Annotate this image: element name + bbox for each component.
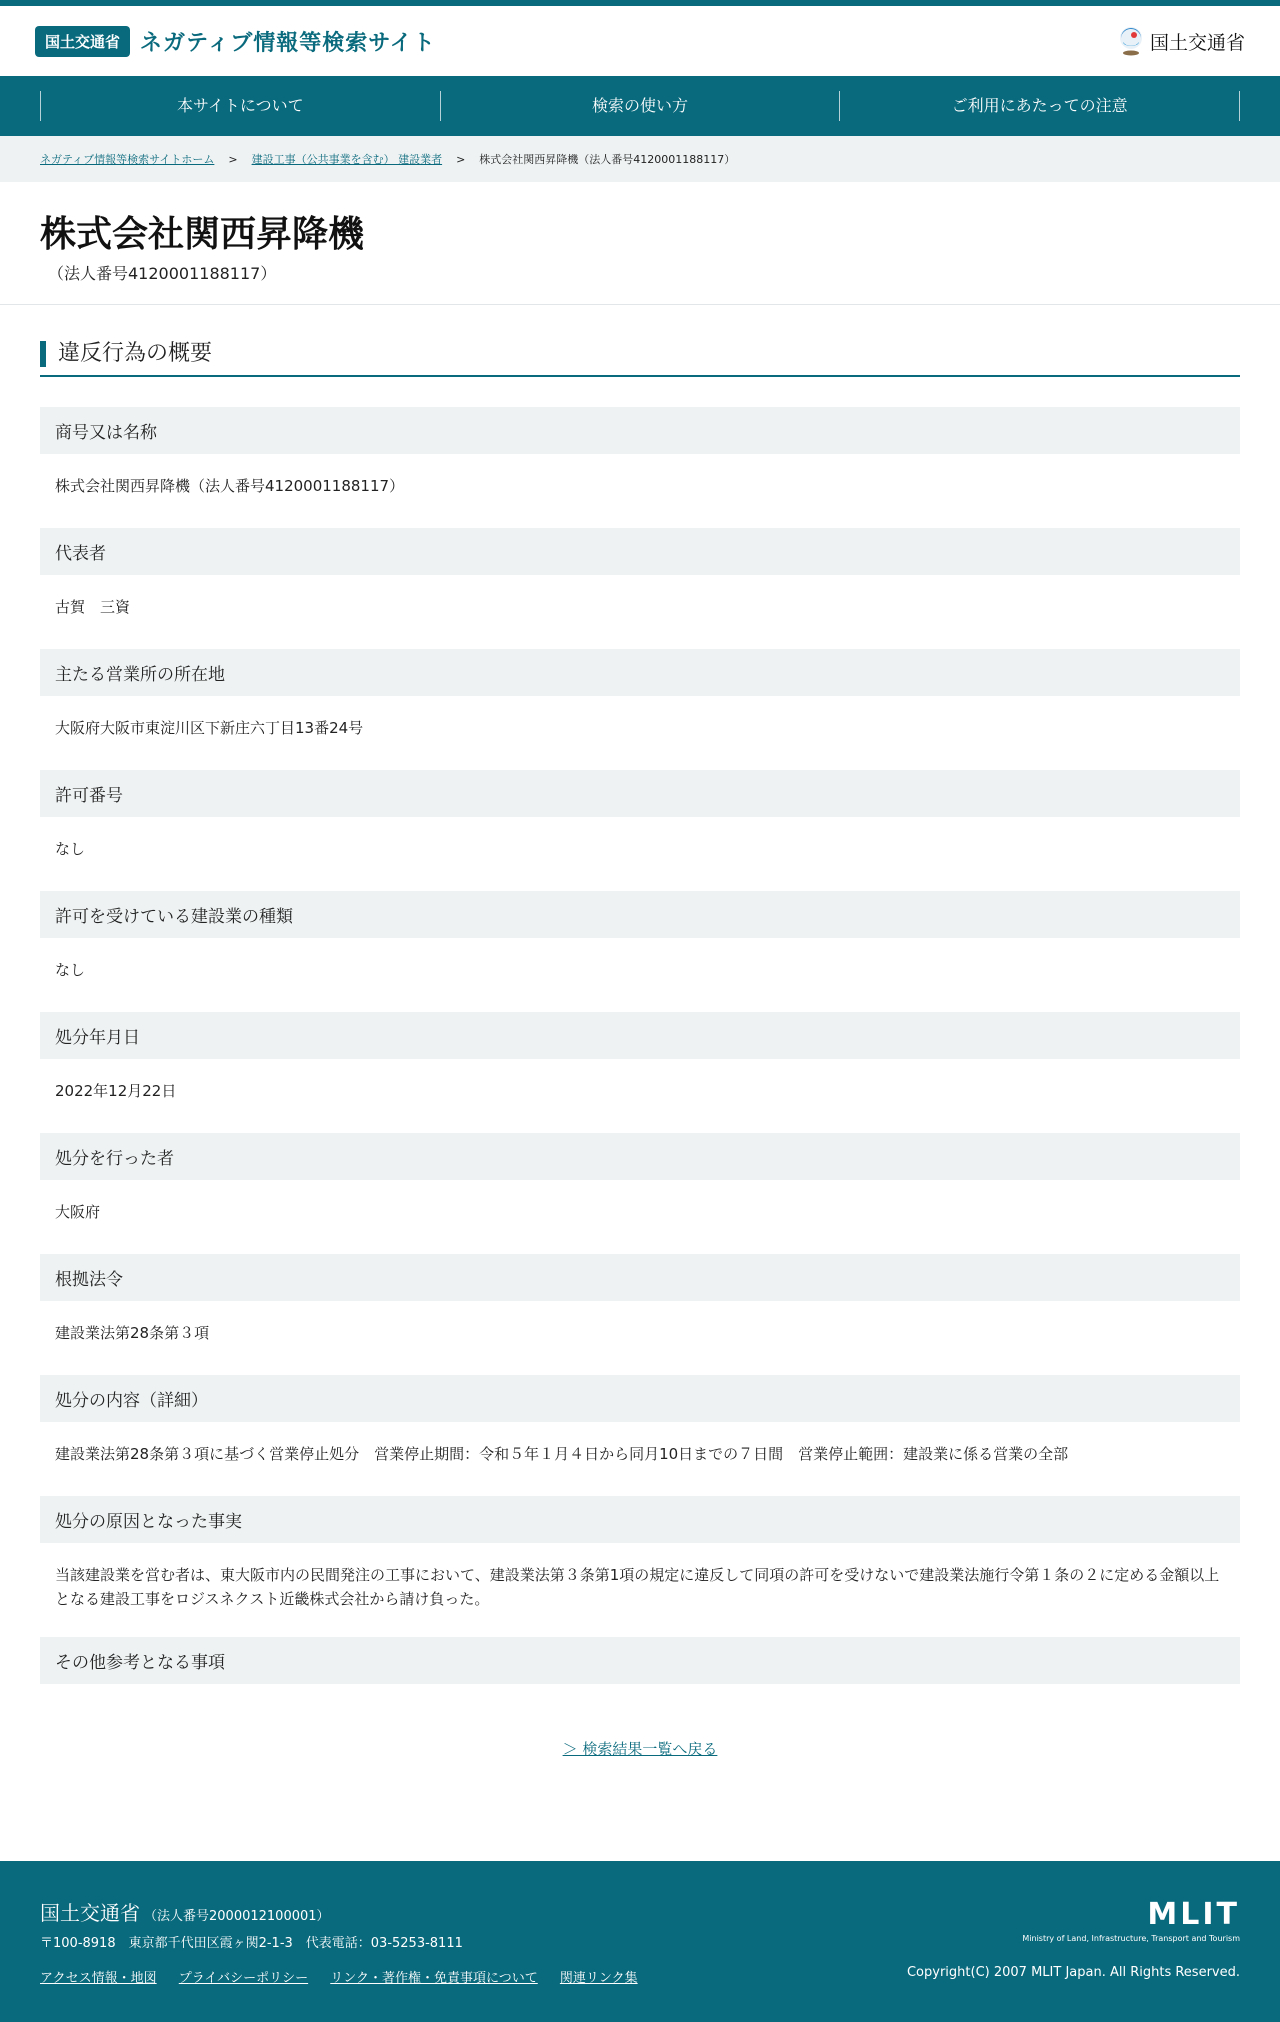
detail-label: 処分の内容（詳細） xyxy=(40,1375,1240,1422)
breadcrumb-category-link[interactable]: 建設工事（公共事業を含む） 建設業者 xyxy=(251,153,443,166)
page-title: 株式会社関西昇降機 xyxy=(40,214,365,255)
detail-item xyxy=(40,1375,1240,1496)
footer-address: 〒100-8918 東京都千代田区霞ヶ関2-1-3 代表電話：03-5253-8111 xyxy=(40,1936,463,1951)
breadcrumb-home-link[interactable]: ネガティブ情報等検索サイトホーム xyxy=(40,153,215,166)
nav-item-how-to-search[interactable]: 検索の使い方 xyxy=(440,91,840,121)
footer-org-number: （法人番号2000012100001） xyxy=(144,1909,330,1924)
detail-value: 建設業法第28条第３項 xyxy=(55,1324,210,1342)
detail-label: 商号又は名称 xyxy=(40,407,1240,454)
section-title: 違反行為の概要 xyxy=(40,341,1240,367)
site-title: ネガティブ情報等検索サイト xyxy=(140,30,436,56)
detail-value: 2022年12月22日 xyxy=(55,1082,177,1100)
site-footer xyxy=(0,1861,1280,2022)
back-link-wrap xyxy=(40,1738,1240,1759)
detail-label: 代表者 xyxy=(40,528,1240,575)
detail-item xyxy=(40,1012,1240,1133)
detail-item xyxy=(40,770,1240,891)
detail-label: 処分を行った者 xyxy=(40,1133,1240,1180)
global-nav xyxy=(0,76,1280,136)
detail-value: 大阪府 xyxy=(55,1203,101,1221)
detail-item xyxy=(40,528,1240,649)
copyright: Copyright(C) 2007 MLIT Japan. All Rights Reserved. xyxy=(906,1965,1240,1980)
breadcrumb-current: 株式会社関西昇降機（法人番号4120001188117） xyxy=(479,153,736,166)
footer-link-copyright[interactable]: リンク・著作権・免責事項について xyxy=(330,1971,538,1986)
detail-item xyxy=(40,1254,1240,1375)
detail-item xyxy=(40,649,1240,770)
detail-item xyxy=(40,891,1240,1012)
site-home-link[interactable] xyxy=(35,26,436,57)
detail-value: 古賀 三資 xyxy=(55,598,131,616)
mlit-logo-text: 国土交通省 xyxy=(1149,31,1245,54)
detail-value: 建設業法第28条第３項に基づく営業停止処分 営業停止期間：令和５年１月４日から同月10日までの７日間 営業停止範囲：建設業に係る営業の全部 xyxy=(55,1445,1069,1463)
detail-label: 主たる営業所の所在地 xyxy=(40,649,1240,696)
site-header xyxy=(0,6,1280,76)
detail-label: 許可を受けている建設業の種類 xyxy=(40,891,1240,938)
ministry-badge: 国土交通省 xyxy=(35,26,130,57)
footer-mlit-logo xyxy=(1022,1897,1240,1943)
detail-label: 処分年月日 xyxy=(40,1012,1240,1059)
nav-item-about[interactable]: 本サイトについて xyxy=(40,91,440,121)
page-header xyxy=(0,182,1280,305)
detail-label: 処分の原因となった事実 xyxy=(40,1496,1240,1543)
detail-value: 株式会社関西昇降機（法人番号4120001188117） xyxy=(55,477,405,495)
detail-label: その他参考となる事項 xyxy=(40,1637,1240,1684)
detail-item xyxy=(40,1637,1240,1684)
mlit-wordmark-subtitle: Ministry of Land, Infrastructure, Transport and Tourism xyxy=(1022,1934,1240,1943)
mlit-emblem-icon xyxy=(1118,26,1144,56)
detail-value: 当該建設業を営む者は、東大阪市内の民間発注の工事において、建設業法第３条第1項の規定に違反して同項の許可を受けないで建設業法施行令第１条の２に定める金額以上となる建設工事をロジスネクスト近畿株式会社から請け負った。 xyxy=(55,1566,1220,1608)
breadcrumb-separator: > xyxy=(228,152,238,166)
detail-value: 大阪府大阪市東淀川区下新庄六丁目13番24号 xyxy=(55,719,364,737)
main-content xyxy=(0,305,1280,1759)
nav-item-notes[interactable]: ご利用にあたっての注意 xyxy=(839,91,1240,121)
back-to-results-link[interactable]: ＞ 検索結果一覧へ戻る xyxy=(562,1740,718,1758)
mlit-wordmark: MLIT xyxy=(1147,1897,1240,1932)
detail-item xyxy=(40,407,1240,528)
mlit-logo-link[interactable] xyxy=(1118,26,1245,56)
breadcrumb-separator: > xyxy=(456,152,466,166)
detail-label: 根拠法令 xyxy=(40,1254,1240,1301)
footer-link-privacy[interactable]: プライバシーポリシー xyxy=(178,1971,309,1986)
breadcrumb xyxy=(0,136,1280,182)
detail-value: なし xyxy=(55,840,86,858)
detail-item xyxy=(40,1496,1240,1637)
detail-label: 許可番号 xyxy=(40,770,1240,817)
corporate-number: （法人番号4120001188117） xyxy=(48,264,277,283)
footer-org-name: 国土交通省 xyxy=(40,1901,140,1925)
footer-link-related[interactable]: 関連リンク集 xyxy=(559,1971,638,1986)
detail-item xyxy=(40,1133,1240,1254)
violation-detail-list xyxy=(40,407,1240,1684)
footer-link-access[interactable]: アクセス情報・地図 xyxy=(40,1971,157,1986)
section-heading xyxy=(40,341,1240,377)
detail-value: なし xyxy=(55,961,86,979)
